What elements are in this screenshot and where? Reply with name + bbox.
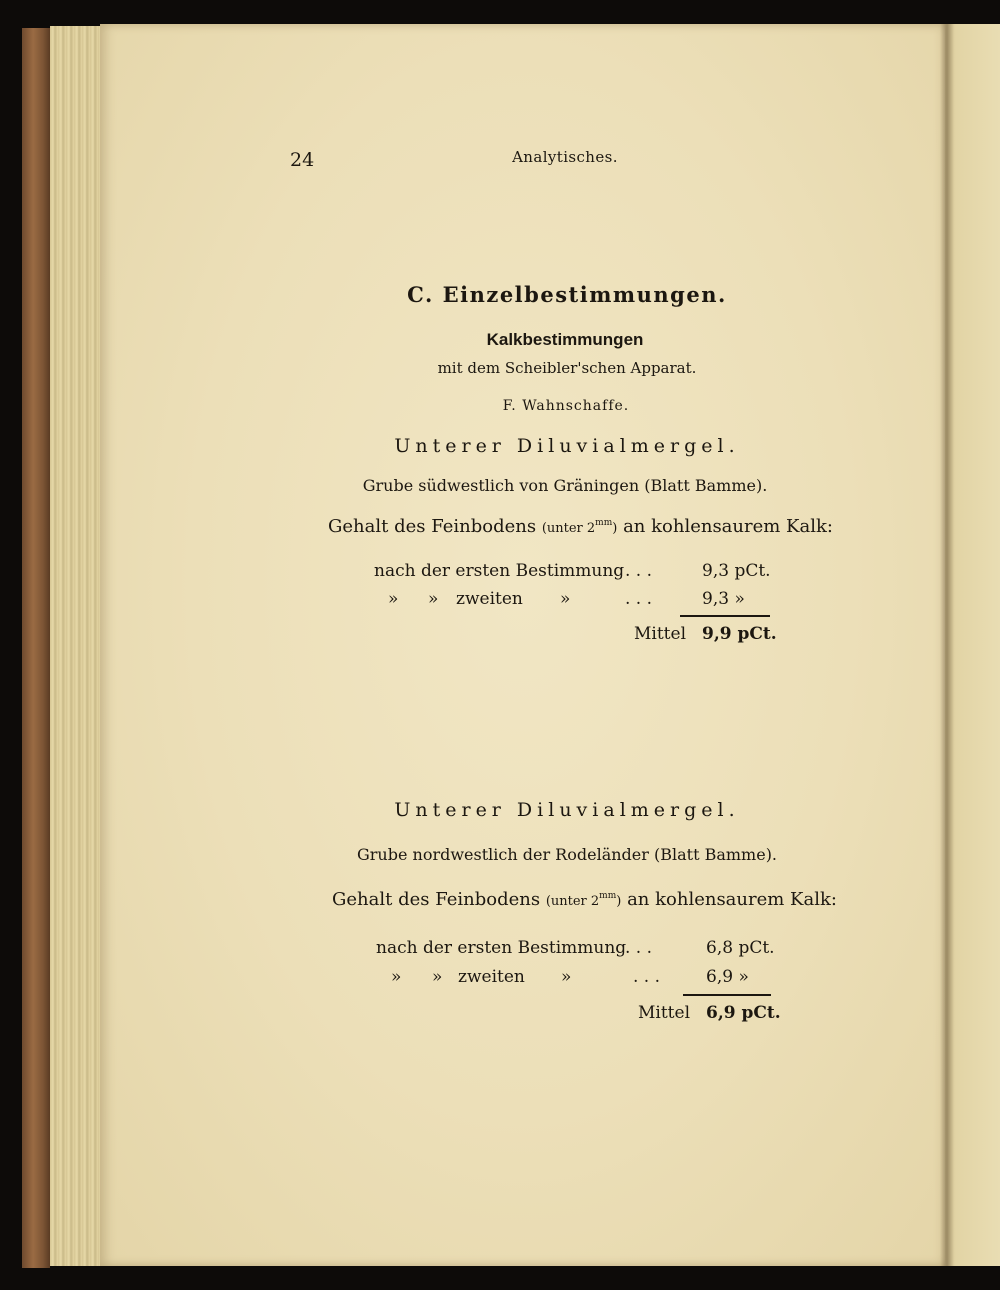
- block2-row1-value: 6,8 pCt.: [706, 938, 775, 958]
- running-title: Analytisches.: [512, 148, 618, 166]
- block2-content-close: ): [616, 894, 622, 909]
- block1-content-post: an kohlensaurem Kalk:: [623, 516, 833, 537]
- block2-row2-ditto2: »: [432, 967, 443, 987]
- block1-row2-ditto2: »: [428, 589, 439, 609]
- block2-title: Unterer Diluvialmergel.: [394, 799, 740, 821]
- block1-row2-label: zweiten: [456, 589, 523, 609]
- block1-location: Grube südwestlich von Gräningen (Blatt Bamme).: [362, 476, 768, 495]
- block1-content-line: [328, 518, 833, 536]
- block2-content-post: an kohlensaurem Kalk:: [627, 889, 837, 910]
- block1-mean-label: Mittel: [634, 624, 687, 644]
- book-binding: [22, 28, 50, 1268]
- block2-row1-dots: . . .: [625, 938, 653, 958]
- block2-row2-value: 6,9 »: [706, 967, 749, 987]
- block1-content-mm: mm: [595, 518, 613, 528]
- block2-row1-label: nach der ersten Bestimmung: [376, 938, 627, 958]
- block1-row1-value: 9,3 pCt.: [702, 561, 771, 581]
- method-line: mit dem Scheibler'schen Apparat.: [437, 359, 697, 377]
- page-number: 24: [290, 149, 315, 171]
- block1-row2-ditto1: »: [388, 589, 399, 609]
- block1-content-pre: Gehalt des Feinbodens: [328, 516, 537, 537]
- block2-location: Grube nordwestlich der Rodeländer (Blatt Bamme).: [356, 845, 778, 864]
- block1-row2-dots: . . .: [625, 589, 653, 609]
- block1-row2-value: 9,3 »: [702, 589, 745, 609]
- block2-row2-ditto3: »: [561, 967, 572, 987]
- block2-mean-label: Mittel: [638, 1003, 691, 1023]
- block1-sum-rule: [680, 615, 770, 617]
- section-title: C. Einzelbestimmungen.: [407, 282, 727, 307]
- block2-content-unter: (unter 2: [545, 894, 600, 909]
- block1-content-close: ): [612, 521, 618, 536]
- block1-row1-dots: . . .: [625, 561, 653, 581]
- block2-content-pre: Gehalt des Feinbodens: [332, 889, 541, 910]
- block2-row2-dots: . . .: [633, 967, 661, 987]
- block1-title: Unterer Diluvialmergel.: [394, 435, 740, 457]
- block2-content-line: [332, 891, 837, 909]
- block2-mean-value: 6,9 pCt.: [706, 1003, 781, 1023]
- block1-row1-label: nach der ersten Bestimmung: [374, 561, 625, 581]
- subheading: Kalkbestimmungen: [486, 330, 644, 349]
- block1-mean-value: 9,9 pCt.: [702, 624, 777, 644]
- book-page: [100, 24, 945, 1266]
- block2-sum-rule: [683, 994, 771, 996]
- block1-row2-ditto3: »: [560, 589, 571, 609]
- block2-row2-ditto1: »: [391, 967, 402, 987]
- gutter-shadow: [940, 24, 954, 1266]
- block1-content-unter: (unter 2: [541, 521, 596, 536]
- author: F. Wahnschaffe.: [502, 398, 630, 414]
- block2-row2-label: zweiten: [458, 967, 525, 987]
- block2-content-mm: mm: [599, 891, 617, 901]
